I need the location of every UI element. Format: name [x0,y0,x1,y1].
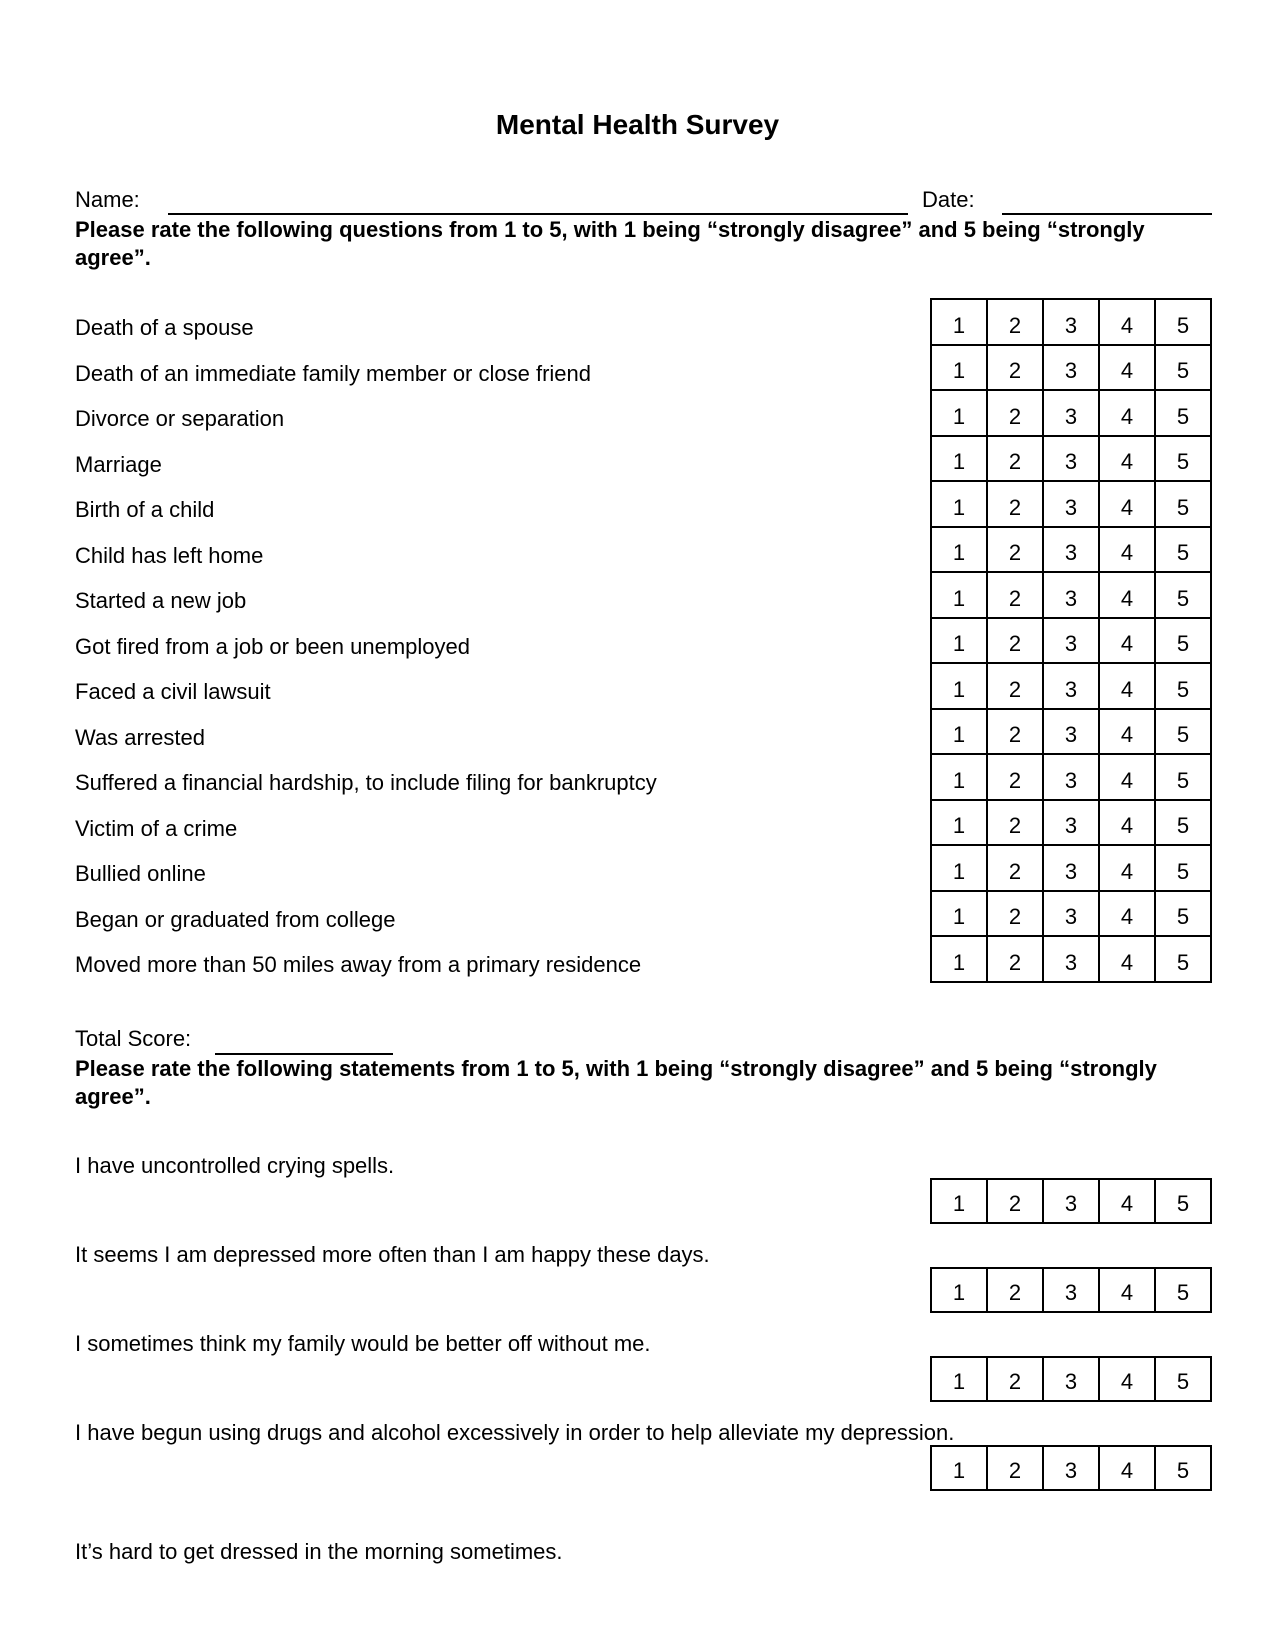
rating-option-4[interactable]: 4 [1100,346,1156,392]
rating-option-5[interactable]: 5 [1156,664,1212,710]
rating-option-4[interactable]: 4 [1100,391,1156,437]
rating-option-2[interactable]: 2 [988,619,1044,665]
list-item: Marriage [75,452,162,477]
statement-rating-row [930,1356,1212,1402]
rating-row [932,300,1212,346]
rating-option-1[interactable]: 1 [932,1447,988,1491]
list-item: Was arrested [75,725,206,750]
rating-option-3[interactable]: 3 [1044,573,1100,619]
date-field[interactable] [1002,213,1212,215]
statement-rating-row [930,1445,1212,1491]
rating-option-5[interactable]: 5 [1156,300,1212,346]
rating-option-4[interactable]: 4 [1100,664,1156,710]
rating-option-3[interactable]: 3 [1044,482,1100,528]
rating-option-1[interactable]: 1 [932,300,988,346]
list-item: Got fired from a job or been unemployed [75,634,471,659]
rating-option-3[interactable]: 3 [1044,437,1100,483]
rating-option-2[interactable]: 2 [988,573,1044,619]
section1-rating-grid [930,298,1212,983]
rating-option-3[interactable]: 3 [1044,619,1100,665]
rating-row [932,528,1212,574]
section1-instruction: Please rate the following questions from 1 to 5, with 1 being “strongly disagree” and 5 being “strongly agree”. [75,217,1145,270]
rating-row [932,391,1212,437]
rating-option-5[interactable]: 5 [1156,346,1212,392]
rating-option-5[interactable]: 5 [1156,801,1212,847]
rating-row [932,892,1212,938]
rating-row [932,710,1212,756]
statement-text: I have begun using drugs and alcohol excessively in order to help alleviate my depression. [75,1420,955,1445]
rating-option-1[interactable]: 1 [932,937,988,983]
rating-option-4[interactable]: 4 [1100,1180,1156,1224]
section2-instruction: Please rate the following statements from 1 to 5, with 1 being “strongly disagree” and 5 being “strongly agree”. [75,1056,1157,1109]
rating-option-4[interactable]: 4 [1100,892,1156,938]
rating-option-4[interactable]: 4 [1100,619,1156,665]
rating-option-5[interactable]: 5 [1156,755,1212,801]
rating-option-1[interactable]: 1 [932,664,988,710]
rating-row [932,437,1212,483]
rating-option-4[interactable]: 4 [1100,528,1156,574]
rating-option-1[interactable]: 1 [932,482,988,528]
rating-option-5[interactable]: 5 [1156,1180,1212,1224]
rating-row [932,755,1212,801]
rating-option-4[interactable]: 4 [1100,846,1156,892]
rating-option-4[interactable]: 4 [1100,573,1156,619]
statement-rating-row [930,1267,1212,1313]
rating-option-3[interactable]: 3 [1044,892,1100,938]
rating-option-3[interactable]: 3 [1044,755,1100,801]
list-item: Divorce or separation [75,406,285,431]
list-item: Victim of a crime [75,816,238,841]
rating-option-5[interactable]: 5 [1156,846,1212,892]
rating-option-2[interactable]: 2 [988,1358,1044,1402]
rating-option-5[interactable]: 5 [1156,937,1212,983]
list-item: Moved more than 50 miles away from a primary residence [75,952,642,977]
rating-row [932,573,1212,619]
statement-rating-row [930,1178,1212,1224]
page-title: Mental Health Survey [495,109,780,140]
rating-option-5[interactable]: 5 [1156,892,1212,938]
rating-option-4[interactable]: 4 [1100,801,1156,847]
list-item: Suffered a financial hardship, to include filing for bankruptcy [75,770,657,795]
rating-option-1[interactable]: 1 [932,391,988,437]
rating-option-1[interactable]: 1 [932,573,988,619]
rating-option-1[interactable]: 1 [932,437,988,483]
rating-option-4[interactable]: 4 [1100,437,1156,483]
statement-text: I have uncontrolled crying spells. [75,1153,395,1178]
rating-option-2[interactable]: 2 [988,482,1044,528]
total-score-label: Total Score: [75,1026,192,1051]
rating-option-2[interactable]: 2 [988,300,1044,346]
rating-option-5[interactable]: 5 [1156,1447,1212,1491]
rating-option-1[interactable]: 1 [932,801,988,847]
rating-option-4[interactable]: 4 [1100,1269,1156,1313]
rating-option-5[interactable]: 5 [1156,391,1212,437]
list-item: Death of a spouse [75,315,254,340]
rating-row [932,801,1212,847]
rating-option-3[interactable]: 3 [1044,1358,1100,1402]
rating-option-3[interactable]: 3 [1044,300,1100,346]
rating-option-1[interactable]: 1 [932,892,988,938]
rating-option-2[interactable]: 2 [988,346,1044,392]
rating-option-2[interactable]: 2 [988,1180,1044,1224]
rating-option-3[interactable]: 3 [1044,846,1100,892]
rating-option-1[interactable]: 1 [932,710,988,756]
rating-option-4[interactable]: 4 [1100,937,1156,983]
rating-option-1[interactable]: 1 [932,846,988,892]
rating-option-2[interactable]: 2 [988,1269,1044,1313]
name-label: Name: [75,187,140,212]
rating-option-5[interactable]: 5 [1156,1358,1212,1402]
rating-option-2[interactable]: 2 [988,391,1044,437]
rating-option-4[interactable]: 4 [1100,1358,1156,1402]
name-field[interactable] [168,213,908,215]
rating-option-1[interactable]: 1 [932,619,988,665]
rating-option-1[interactable]: 1 [932,755,988,801]
date-label: Date: [922,187,975,212]
rating-option-5[interactable]: 5 [1156,528,1212,574]
rating-option-3[interactable]: 3 [1044,346,1100,392]
list-item: Birth of a child [75,497,215,522]
rating-option-1[interactable]: 1 [932,1269,988,1313]
rating-option-2[interactable]: 2 [988,528,1044,574]
rating-option-3[interactable]: 3 [1044,1180,1100,1224]
rating-option-2[interactable]: 2 [988,801,1044,847]
rating-option-2[interactable]: 2 [988,846,1044,892]
rating-option-1[interactable]: 1 [932,528,988,574]
rating-option-2[interactable]: 2 [988,710,1044,756]
list-item: Child has left home [75,543,264,568]
rating-option-3[interactable]: 3 [1044,937,1100,983]
rating-option-3[interactable]: 3 [1044,664,1100,710]
statement-text: It’s hard to get dressed in the morning sometimes. [75,1539,563,1564]
rating-option-2[interactable]: 2 [988,664,1044,710]
rating-option-3[interactable]: 3 [1044,391,1100,437]
rating-option-3[interactable]: 3 [1044,528,1100,574]
list-item: Death of an immediate family member or close friend [75,361,591,386]
rating-option-1[interactable]: 1 [932,1358,988,1402]
rating-option-3[interactable]: 3 [1044,1269,1100,1313]
rating-option-2[interactable]: 2 [988,937,1044,983]
statement-text: It seems I am depressed more often than I am happy these days. [75,1242,710,1267]
rating-option-5[interactable]: 5 [1156,710,1212,756]
rating-option-3[interactable]: 3 [1044,801,1100,847]
rating-row [932,846,1212,892]
rating-option-2[interactable]: 2 [988,755,1044,801]
rating-row [932,664,1212,710]
rating-option-5[interactable]: 5 [1156,1269,1212,1313]
statement-text: I sometimes think my family would be better off without me. [75,1331,651,1356]
rating-option-1[interactable]: 1 [932,346,988,392]
rating-option-4[interactable]: 4 [1100,755,1156,801]
rating-option-5[interactable]: 5 [1156,482,1212,528]
rating-row [932,937,1212,983]
rating-option-4[interactable]: 4 [1100,482,1156,528]
rating-option-3[interactable]: 3 [1044,1447,1100,1491]
rating-row [932,619,1212,665]
rating-option-3[interactable]: 3 [1044,710,1100,756]
rating-option-1[interactable]: 1 [932,1180,988,1224]
rating-option-5[interactable]: 5 [1156,573,1212,619]
list-item: Began or graduated from college [75,907,396,932]
list-item: Faced a civil lawsuit [75,679,271,704]
rating-option-5[interactable]: 5 [1156,619,1212,665]
rating-row [932,346,1212,392]
rating-row [932,482,1212,528]
rating-option-2[interactable]: 2 [988,437,1044,483]
rating-option-4[interactable]: 4 [1100,710,1156,756]
rating-option-4[interactable]: 4 [1100,1447,1156,1491]
list-item: Started a new job [75,588,247,613]
rating-option-4[interactable]: 4 [1100,300,1156,346]
rating-option-2[interactable]: 2 [988,1447,1044,1491]
rating-option-5[interactable]: 5 [1156,437,1212,483]
list-item: Bullied online [75,861,206,886]
rating-option-2[interactable]: 2 [988,892,1044,938]
